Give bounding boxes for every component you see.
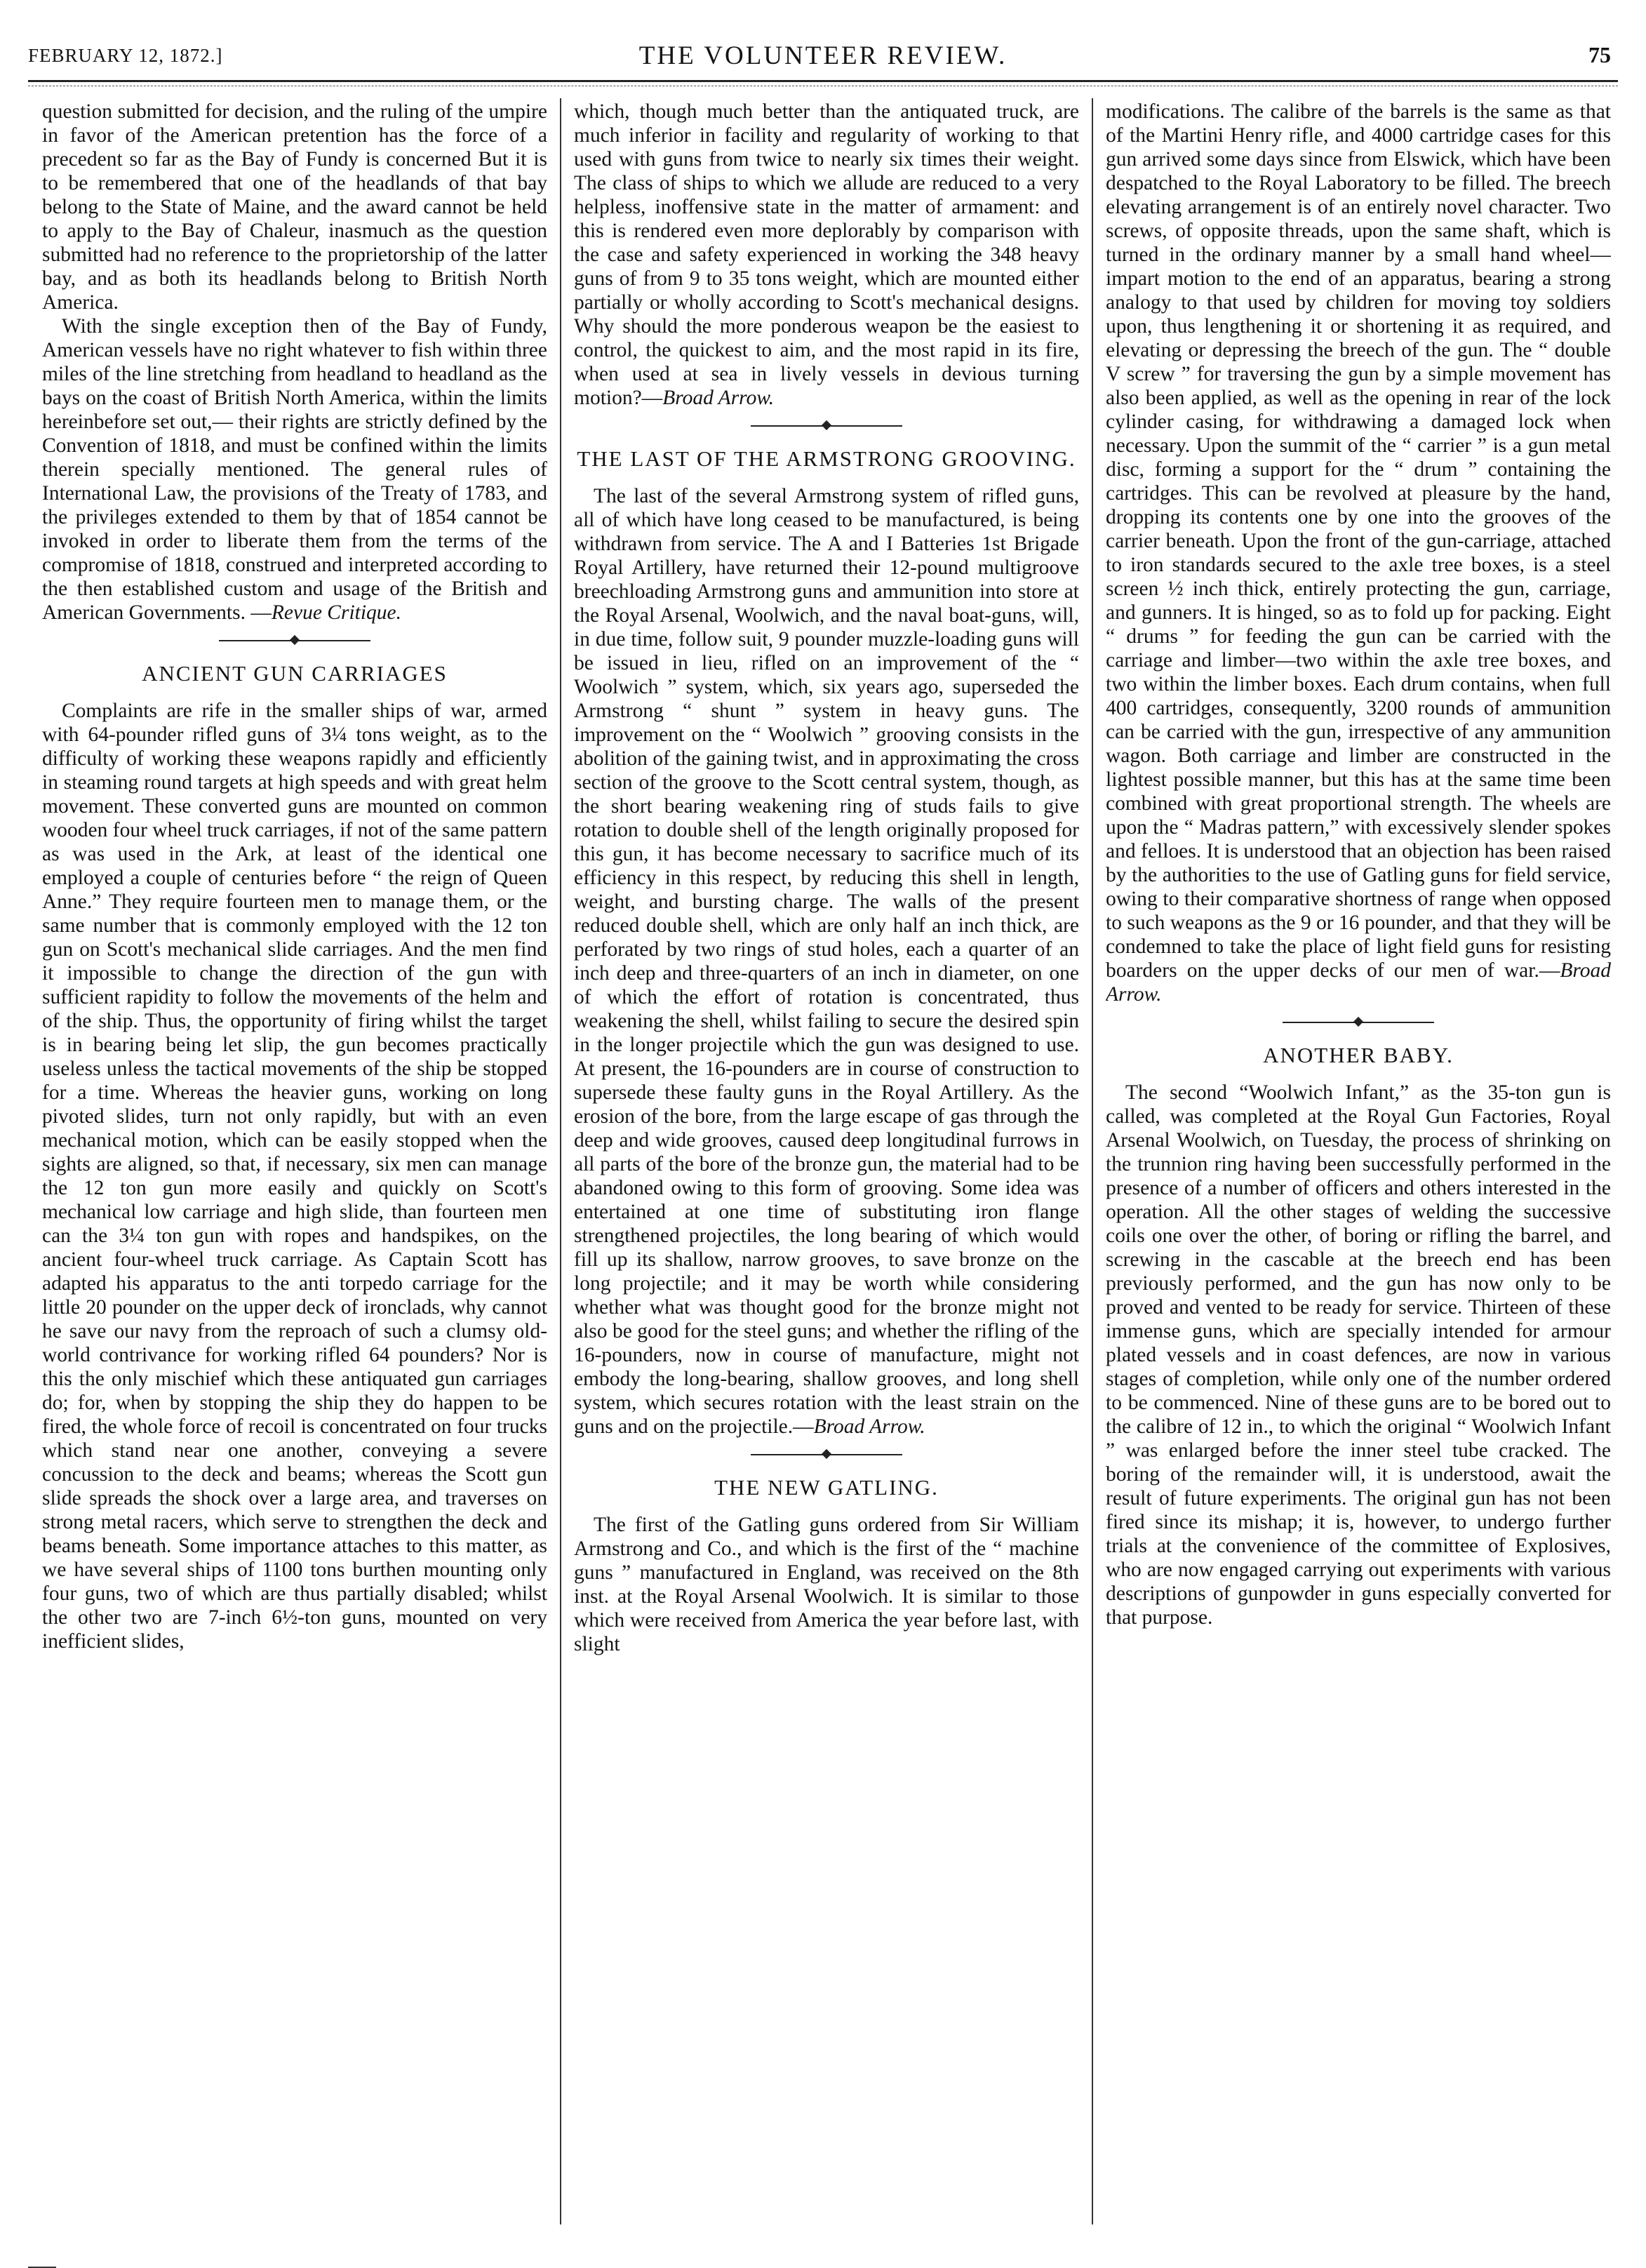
article-text: Complaints are rife in the smaller ships of war, armed with 64-pounder rifled guns of 3¼ tons weight, as to the difficulty of working these weapons rapidly and efficiently in steaming round targets at high speeds and with great helm movement. These converted guns are mounted on common wooden four wheel truck carriages, if not of the same pattern as was used in the Ark, at least of the identical one employed a couple of centuries before “ the reign of Queen Anne.” They require fourteen men to manage them, or the same number that is commonly employed with the 12 ton gun on Scott's mechanical slide carriages. And the men find it impossible to change the direction of the gun with sufficient rapidity to follow the movements of the helm and of the ship. Thus, the opportunity of firing whilst the target is in bearing being let slip, the gun becomes practically useless unless the tactical movements of the ship be stopped for a time. Whereas the heavier guns, working on long pivoted slides, turn not only rapidly, but with an even mechanical motion, which can be easily stopped when the sights are aligned, so that, if necessary, six men can manage the 12 ton gun more easily and quickly on Scott's mechanical low carriage and high slide, than fourteen men can the 3¼ ton gun with ropes and handspikes, on the ancient four-wheel truck carriage. As Captain Scott has adapted his apparatus to the anti torpedo carriage for the little 20 pounder on the upper deck of ironclads, why cannot he save our navy from the reproach of such a clumsy old-world contrivance for working rifled 64 pounders? Nor is this the only mischief which these antiquated gun carriages do; for, when by stopping the ship they do happen to be fired, the whole force of recoil is concentrated on four trucks which stand near one another, conveying a severe concussion to the deck and beams; whereas the Scott gun slide spreads the shock over a large area, and traverses on strong metal racers, which serve to strengthen the deck and beams beneath. Some importance attaches to this matter, as we have several ships of 1100 tons burthen mounting only four guns, two of which are thus partially disabled; whilst the other two are 7-inch 6½-ton guns, mounted on very inefficient slides, <box>42 700 547 1653</box>
article-text <box>574 484 1079 1439</box>
article-heading: THE LAST OF THE ARMSTRONG GROOVING. <box>577 446 1076 471</box>
article-heading: ANOTHER BABY. <box>1263 1043 1454 1067</box>
article-text <box>574 100 1079 410</box>
article-text-body: With the single exception then of the Bay of Fundy, American vessels have no right whatever to fish within three miles of the line stretching from headland to headland as the bays on the coast of British North America, within the limits hereinbefore set out,— their rights are strictly defined by the Convention of 1818, and must be confined within the limits therein specially mentioned. The general rules of International Law, the provisions of the Treaty of 1783, and the privileges extended to them by that of 1854 cannot be invoked in order to liberate them from the terms of the compromise of 1818, construed and interpreted according to the then established custom and usage of the British and American Governments. — <box>42 315 547 624</box>
article-text: question submitted for decision, and the ruling of the umpire in favor of the American pretention has the force of a precedent so far as the Bay of Fundy is concerned But it is to be remembered that one of the headlands of that bay belong to the State of Maine, and the award cannot be held to apply to the Bay of Chaleur, inasmuch as the question submitted had no reference to the proprietorship of the latter bay, and as both its headlands belong to British North America. <box>42 100 547 314</box>
article-separator <box>1106 1018 1611 1027</box>
article-text-body: modifications. The calibre of the barrels is the same as that of the Martini Henry rifle, and 4000 cartridge cases for this gun arrived some days since from Elswick, which have been despatched to the Royal Laboratory to be filled. The breech elevating arrangement is of an entirely novel character. Two screws, of opposite threads, upon the same shaft, which is turned in the ordinary manner by a small hand wheel—impart motion to the end of an apparatus, bearing a strong analogy to that used by children for moving toy soldiers upon, thus lengthening it or shortening it as required, and elevating or depressing the breech of the gun. The “ double V screw ” for traversing the gun by a simple movement has also been applied, as well as the opening in rear of the lock cylinder casing, for withdrawing a damaged lock when necessary. Upon the summit of the “ carrier ” is a gun metal disc, forming a support for the “ drum ” containing the cartridges. This can be revolved at pleasure by the hand, dropping its contents one by one into the grooves of the carrier beneath. Upon the front of the gun-carriage, attached to iron standards secured to the axle tree boxes, is a steel screen ½ inch thick, entirely protecting the gun, carriage, and gunners. It is hinged, so as to fold up for packing. Eight “ drums ” for feeding the gun can be carried with the carriage and limber—two within the axle tree boxes, and two within the limber boxes. Each drum contains, when full 400 cartridges, consequently, 3200 rounds of ammunition can be carried with the gun, irrespective of any ammunition wagon. Both carriage and limber are constructed in the lightest possible manner, but this has at the same time been combined with great proportional strength. The wheels are upon the “ Madras pattern,” with excessively slender spokes and felloes. It is understood that an objection has been raised by the authorities to the use of Gatling guns for field service, owing to their comparative shortness of range when opposed to such weapons as the 9 or 16 pounder, and that they will be condemned to take the place of light field guns for resisting boarders on the upper decks of our men of war.— <box>1106 100 1611 982</box>
article-text-body: The last of the several Armstrong system of rifled guns, all of which have long ceased to be manufactured, is being withdrawn from service. The A and I Batteries 1st Brigade Royal Artillery, have returned their 12-pound multigroove breechloading Armstrong guns and ammunition into store at the Royal Arsenal, Woolwich, and the naval boat-guns, will, in due time, follow suit, 9 pounder muzzle-loading guns will be issued in lieu, rifled on an improvement of the “ Woolwich ” system, which, six years ago, superseded the Armstrong “ shunt ” system in heavy guns. The improvement on the “ Woolwich ” grooving consists in the abolition of the gaining twist, and in approximating the cross section of the groove to the Scott central system, though, as the short bearing weakening ring of studs fails to give rotation to double shell of the length originally proposed for this gun, it has become necessary to sacrifice much of its efficiency in this respect, by reducing this shell in length, weight, and bursting charge. The walls of the present reduced double shell, which are only half an inch thick, are perforated by two rings of stud holes, each a quarter of an inch deep and three-quarters of an inch in diameter, on one of which the effort of rotation is concentrated, thus weakening the shell, whilst failing to secure the desired spin in the longer projectile which the gun was designed to use. At present, the 16-pounders are in course of construction to supersede these faulty guns in the Royal Artillery. As the erosion of the bore, from the large escape of gas through the deep and wide grooves, caused deep longitudinal furrows in all parts of the bore of the bronze gun, the material had to be abandoned owing to this form of grooving. Some idea was entertained at one time of substituting iron flange strengthened projectiles, the long bearing of which would fill up its shallow, narrow grooves, to save bronze on the long projectile; and it may be worth while considering whether what was thought good for the bronze might not also be good for the steel guns; and whether the rifling of the 16-pounders, now in course of manufacture, might not embody the long-bearing, shallow grooves, and long shell system, which secures rotation with the least strain on the guns and on the projectile.— <box>574 485 1079 1438</box>
article-citation: Broad Arrow. <box>1106 959 1611 1006</box>
article-citation: Broad Arrow. <box>662 387 775 409</box>
article-heading: THE NEW GATLING. <box>714 1475 939 1500</box>
article-text-body: which, though much better than the antiquated truck, are much inferior in facility and regularity of working to that used with guns from twice to nearly six times their weight. The class of ships to which we allude are reduced to a very helpless, inoffensive state in the matter of armament: and this is rendered even more deplorably by comparison with the case and safety experienced in working the 348 heavy guns of from 9 to 35 tons weight, which are mounted either partially or wholly according to Scott's mechanical designs. Why should the more ponderous weapon be the easiest to control, the quickest to aim, and the most rapid in its fire, when used at sea in lively vessels in devious turning motion?— <box>574 100 1079 409</box>
header-rule <box>28 80 1618 82</box>
column-3 <box>1106 100 1611 2233</box>
page-number: 75 <box>1588 42 1611 67</box>
article-separator <box>42 636 547 646</box>
column-1 <box>42 100 547 2233</box>
publication-title: THE VOLUNTEER REVIEW. <box>638 41 1008 70</box>
article-separator <box>574 1450 1079 1460</box>
masthead <box>28 35 1618 74</box>
column-divider-1 <box>560 98 561 2224</box>
issue-date: FEBRUARY 12, 1872.] <box>28 45 223 66</box>
column-2 <box>574 100 1079 2233</box>
article-citation: Revue Critique. <box>271 601 402 624</box>
article-separator <box>574 421 1079 431</box>
article-text <box>1106 100 1611 1006</box>
article-text <box>42 314 547 625</box>
article-citation: Broad Arrow. <box>813 1415 925 1438</box>
article-text: The first of the Gatling guns ordered from Sir William Armstrong and Co., and which is the first of the “ machine guns ” manufactured in England, was received on the 8th inst. at the Royal Arsenal Woolwich. It is similar to those which were received from America the year before last, with slight <box>574 1514 1079 1655</box>
article-heading: ANCIENT GUN CARRIAGES <box>142 661 448 686</box>
column-divider-2 <box>1092 98 1093 2224</box>
newspaper-page <box>28 35 1618 2239</box>
article-text: The second “Woolwich Infant,” as the 35-ton gun is called, was completed at the Royal Gun Factories, Royal Arsenal Woolwich, on Tuesday, the process of shrinking on the trunnion ring having been successfully performed in the presence of a number of officers and others interested in the operation. All the other stages of welding the successive coils one over the other, of boring or rifling the barrel, and screwing in the cascable at the breech end has been previously performed, and the gun has now only to be proved and vented to be ready for service. Thirteen of these immense guns, which are specially intended for armour plated vessels and in coast defences, are now in various stages of completion, while only one of the number ordered to be commenced. Nine of these guns are to be bored out to the calibre of 12 in., to which the original “ Woolwich Infant ” was enlarged before the inner steel tube cracked. The boring of the remainder will, it is understood, await the result of future experiments. The original gun has not been fired since its mishap; it is, however, to undergo further trials at the convenience of the committee of Explosives, who are now engaged carrying out experiments with various descriptions of gunpowder in guns especially converted for that purpose. <box>1106 1081 1611 1629</box>
